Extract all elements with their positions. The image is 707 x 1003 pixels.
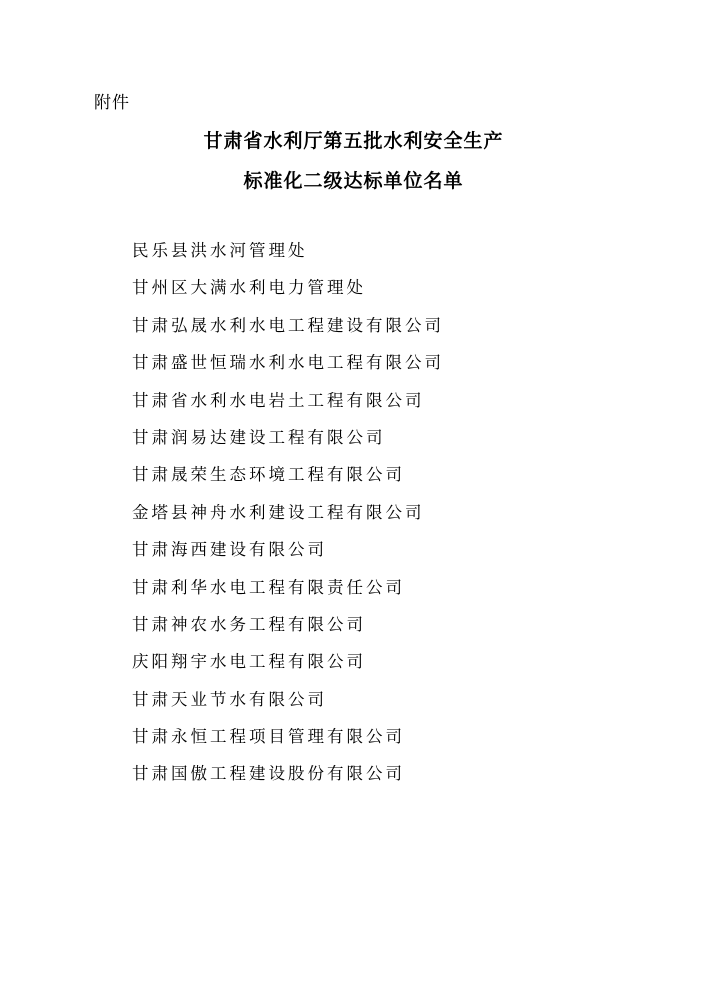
unit-list-item: 甘肃晟荣生态环境工程有限公司	[132, 465, 405, 485]
unit-list-item: 甘肃弘晟水利水电工程建设有限公司	[132, 315, 444, 335]
unit-list-item: 甘肃利华水电工程有限责任公司	[132, 577, 405, 597]
unit-list-item: 庆阳翔宇水电工程有限公司	[132, 652, 366, 672]
attachment-label: 附件	[94, 93, 130, 113]
unit-list	[132, 236, 444, 797]
unit-list-item: 甘肃国傲工程建设股份有限公司	[132, 764, 405, 784]
unit-list-item: 甘肃永恒工程项目管理有限公司	[132, 727, 405, 747]
unit-list-item: 甘肃润易达建设工程有限公司	[132, 427, 386, 447]
unit-list-item: 金塔县神舟水利建设工程有限公司	[132, 502, 425, 522]
unit-list-item: 甘肃天业节水有限公司	[132, 689, 327, 709]
document-title-line-1: 甘肃省水利厅第五批水利安全生产	[203, 130, 504, 152]
unit-list-item: 甘肃神农水务工程有限公司	[132, 614, 366, 634]
unit-list-item: 甘肃盛世恒瑞水利水电工程有限公司	[132, 353, 444, 373]
unit-list-item: 甘肃省水利水电岩土工程有限公司	[132, 390, 425, 410]
document-title-line-2: 标准化二级达标单位名单	[243, 170, 464, 192]
unit-list-item: 甘肃海西建设有限公司	[132, 540, 327, 560]
unit-list-item: 甘州区大满水利电力管理处	[132, 278, 366, 298]
unit-list-item: 民乐县洪水河管理处	[132, 241, 308, 260]
